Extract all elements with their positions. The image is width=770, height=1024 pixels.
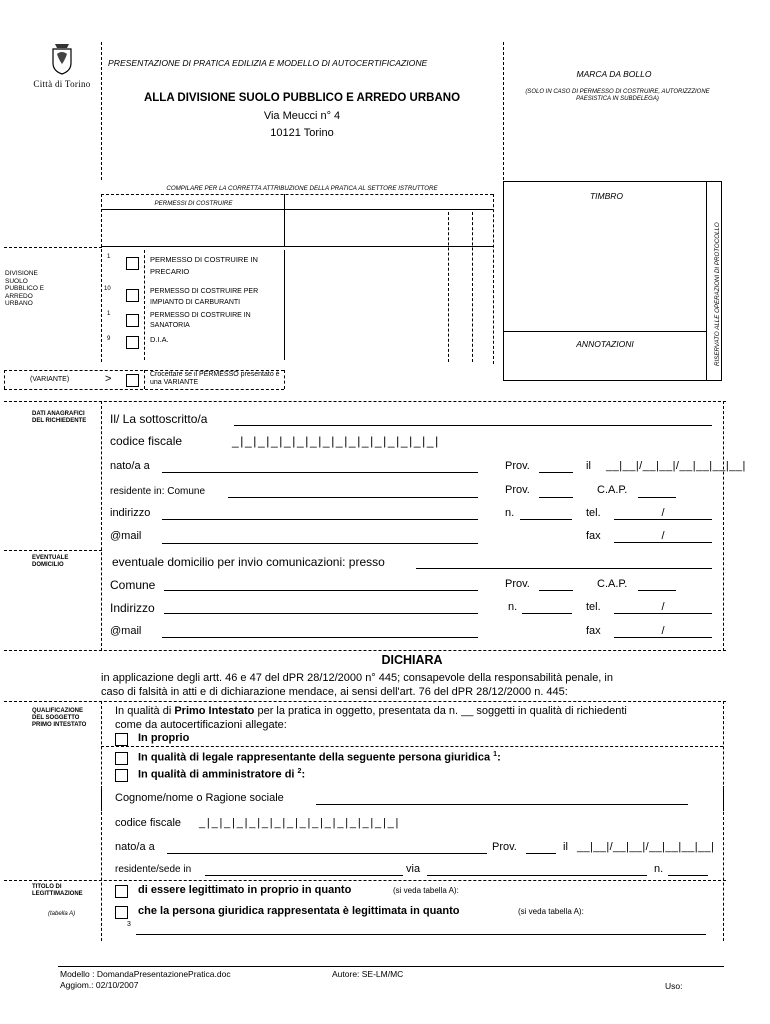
footer-author: Autore: SE-LM/MC xyxy=(332,969,404,979)
footnote-3: 3 xyxy=(127,921,131,928)
domicile-section-label: EVENTUALE DOMICILIO xyxy=(32,555,69,568)
qualification-line1-bold: Primo Intestato xyxy=(174,705,255,717)
logo-text: Città di Torino xyxy=(33,79,91,89)
domicile-comune-field[interactable] xyxy=(164,590,478,591)
q-number-field[interactable] xyxy=(668,875,708,876)
variante-checkbox[interactable] xyxy=(126,374,139,387)
domicile-number-label: n. xyxy=(508,601,518,613)
footer-updated: Aggiom.: 02/10/2007 xyxy=(60,980,139,990)
footnote-2: 2 xyxy=(297,768,302,775)
domicile-comune-label: Comune xyxy=(110,578,156,592)
option-amministratore[interactable] xyxy=(115,768,515,783)
domicile-fax-label: fax xyxy=(586,625,601,637)
tel-label: tel. xyxy=(586,507,601,519)
q-number-label: n. xyxy=(654,863,664,875)
q-via-field[interactable] xyxy=(427,875,647,876)
residence-label: residente in: Comune xyxy=(110,486,206,497)
division-label: DIVISIONE SUOLO PUBBLICO E ARREDO URBANO xyxy=(5,270,45,307)
q-date-label: il xyxy=(563,841,568,853)
option-persona-giuridica-note: (si veda tabella A): xyxy=(518,907,584,916)
residence-prov-label: Prov. xyxy=(505,484,530,496)
undersigned-label: Il/ La sottoscritto/a xyxy=(110,412,208,426)
city-logo xyxy=(20,42,104,92)
residence-prov-field[interactable] xyxy=(539,497,573,498)
address-label: indirizzo xyxy=(110,507,151,519)
option-persona-giuridica-label: che la persona giuridica rappresentata è legittimata in quanto xyxy=(138,905,460,917)
item-dia[interactable] xyxy=(104,334,284,350)
timbro-box xyxy=(503,181,722,381)
fax-field[interactable]: / xyxy=(614,530,712,543)
table-ref: (tabella A) xyxy=(48,911,76,917)
checkbox[interactable] xyxy=(126,257,139,270)
born-field[interactable] xyxy=(162,472,478,473)
presentation-title: PRESENTAZIONE DI PRATICA EDILIZIA E MODELLO DI AUTOCERTIFICAZIONE xyxy=(108,58,428,68)
domicile-number-field[interactable] xyxy=(522,613,572,614)
declaration-text-line1: in applicazione degli artt. 46 e 47 del dPR 28/12/2000 n° 445; consapevole della responsabilità penale, in xyxy=(101,672,613,684)
item-number: 1 xyxy=(107,254,111,260)
item-number: 9 xyxy=(107,336,111,342)
division-title: ALLA DIVISIONE SUOLO PUBBLICO E ARREDO URBANO xyxy=(143,92,461,104)
declaration-text-line2: caso di falsità in atti e di dichiarazione mendace, ai sensi dell'art. 76 del dPR 28/12/2000 n. 445: xyxy=(101,686,568,698)
item-label: PERMESSO DI COSTRUIRE IN PRECARIO xyxy=(150,255,258,276)
domicile-email-field[interactable] xyxy=(162,637,478,638)
checkbox[interactable] xyxy=(126,314,139,327)
coat-of-arms-icon xyxy=(20,42,104,76)
legitimation-section-label: TITOLO DI LEGITTIMAZIONE xyxy=(32,884,83,897)
cognome-field[interactable] xyxy=(316,804,688,805)
address-field[interactable] xyxy=(162,519,478,520)
qualification-line2: come da autocertificazioni allegate: xyxy=(115,719,287,731)
qualification-section-label: QUALIFICAZIONE DEL SOGGETTO PRIMO INTESTATO xyxy=(32,708,87,728)
born-label: nato/a a xyxy=(110,460,150,472)
q-residence-field[interactable] xyxy=(205,875,403,876)
checkbox[interactable] xyxy=(115,752,128,765)
variante-label: (VARIANTE) xyxy=(30,376,70,383)
legitimation-field[interactable] xyxy=(136,934,706,935)
option-amministratore-colon: : xyxy=(301,768,306,781)
codice-fiscale-field[interactable]: _|_|_|_|_|_|_|_|_|_|_|_|_|_|_|_| xyxy=(232,434,440,448)
option-legittimato[interactable] xyxy=(115,884,615,899)
option-amministratore-text: In qualità di amministratore di xyxy=(138,768,295,781)
q-residence-label: residente/sede in xyxy=(115,864,192,875)
option-persona-giuridica[interactable] xyxy=(115,905,715,920)
item-label: PERMESSO DI COSTRUIRE PER IMPIANTO DI CARBURANTI xyxy=(150,288,259,306)
qualification-line1 xyxy=(115,705,627,717)
domicile-prov-label: Prov. xyxy=(505,578,530,590)
domicile-fax-field[interactable]: / xyxy=(614,625,712,638)
annotazioni-label: ANNOTAZIONI xyxy=(576,339,634,349)
address-number-field[interactable] xyxy=(520,519,572,520)
checkbox[interactable] xyxy=(115,769,128,782)
footer-use: Uso: xyxy=(665,981,683,991)
born-prov-field[interactable] xyxy=(539,472,573,473)
fax-label: fax xyxy=(586,530,601,542)
q-prov-field[interactable] xyxy=(526,853,556,854)
born-date-field[interactable]: __|__|/__|__|/__|__|__|__| xyxy=(606,460,746,472)
item-sanatoria[interactable] xyxy=(104,311,284,333)
revenue-stamp-label: MARCA DA BOLLO xyxy=(576,69,652,79)
domicile-cap-label: C.A.P. xyxy=(597,578,628,590)
domicile-email-label: @mail xyxy=(110,625,142,637)
item-number: 10 xyxy=(104,286,111,292)
protocol-label: RISERVATO ALLE OPERAZIONI DI PROTOCOLLO xyxy=(714,222,721,366)
email-label: @mail xyxy=(110,530,142,542)
office-street: Via Meucci n° 4 xyxy=(263,110,341,122)
option-legale-text: In qualità di legale rappresentante della seguente persona giuridica xyxy=(138,751,491,764)
domicile-prov-field[interactable] xyxy=(539,590,573,591)
checkbox[interactable] xyxy=(126,289,139,302)
q-via-label: via xyxy=(406,863,421,875)
cognome-label: Cognome/nome o Ragione sociale xyxy=(115,792,284,804)
email-field[interactable] xyxy=(162,543,478,544)
permessi-label: PERMESSI DI COSTRUIRE xyxy=(154,200,233,207)
born-prov-label: Prov. xyxy=(505,460,530,472)
applicant-section-label: DATI ANAGRAFICI DEL RICHIEDENTE xyxy=(32,411,87,424)
domicile-tel-label: tel. xyxy=(586,601,601,613)
checkbox[interactable] xyxy=(115,733,128,746)
checkbox[interactable] xyxy=(115,906,128,919)
tel-field[interactable]: / xyxy=(614,507,712,520)
qualification-line1-pre: In qualità di xyxy=(115,705,175,717)
variante-arrow: > xyxy=(105,373,112,385)
item-label: PERMESSO DI COSTRUIRE IN SANATORIA xyxy=(150,312,251,329)
q-prov-label: Prov. xyxy=(492,841,517,853)
item-number: 1 xyxy=(107,311,111,317)
variante-note: Crocettare se il PERMESSO presentato è una VARIANTE xyxy=(150,371,280,386)
item-precario[interactable] xyxy=(104,254,284,278)
option-proprio-label: In proprio xyxy=(138,732,190,744)
item-label: D.I.A. xyxy=(150,335,169,344)
codice-fiscale-label: codice fiscale xyxy=(110,434,183,448)
domicile-presso-field[interactable] xyxy=(416,568,712,569)
option-legale-colon: : xyxy=(497,751,501,764)
option-proprio[interactable] xyxy=(115,732,415,746)
option-legittimato-note: (si veda tabella A): xyxy=(393,886,459,895)
option-legittimato-label: di essere legittimato in proprio in quanto xyxy=(138,884,352,896)
undersigned-field[interactable] xyxy=(234,425,712,426)
revenue-stamp-note: (SOLO IN CASO DI PERMESSO DI COSTRUIRE, AUTORIZZZIONE PAESISTICA IN SUBDELEGA) xyxy=(525,89,710,102)
option-legale-label xyxy=(138,751,501,764)
office-city: 10121 Torino xyxy=(270,127,334,139)
born-date-label: il xyxy=(586,460,591,472)
residence-cap-field[interactable] xyxy=(638,497,676,498)
timbro-label: TIMBRO xyxy=(589,191,624,201)
q-codice-fiscale-field[interactable]: _|_|_|_|_|_|_|_|_|_|_|_|_|_|_|_| xyxy=(199,817,401,829)
domicile-address-field[interactable] xyxy=(164,613,478,614)
qualification-line1-post: per la pratica in oggetto, presentata da n. __ soggetti in qualità di richiedenti xyxy=(254,705,627,717)
q-codice-fiscale-label: codice fiscale xyxy=(115,817,182,829)
domicile-address-label: Indirizzo xyxy=(110,601,155,615)
domicile-tel-field[interactable]: / xyxy=(614,601,712,614)
residence-field[interactable] xyxy=(228,497,478,498)
footer-model: Modello : DomandaPresentazionePratica.doc xyxy=(60,969,231,979)
address-number-label: n. xyxy=(505,507,515,519)
residence-cap-label: C.A.P. xyxy=(597,484,628,496)
option-amministratore-label xyxy=(138,768,305,781)
q-born-field[interactable] xyxy=(167,853,487,854)
footnote-1: 1 xyxy=(493,751,498,758)
checkbox[interactable] xyxy=(115,885,128,898)
declaration-title: DICHIARA xyxy=(381,653,443,667)
assignment-instruction: COMPILARE PER LA CORRETTA ATTRIBUZIONE DELLA PRATICA AL SETTORE ISTRUTTORE xyxy=(166,185,438,192)
checkbox[interactable] xyxy=(126,336,139,349)
domicile-intro: eventuale domicilio per invio comunicazioni: presso xyxy=(112,555,385,569)
domicile-cap-field[interactable] xyxy=(638,590,676,591)
option-legale[interactable] xyxy=(115,751,615,766)
item-carburanti[interactable] xyxy=(104,286,284,310)
q-date-field[interactable]: __|__|/__|__|/__|__|__|__| xyxy=(577,841,715,853)
q-born-label: nato/a a xyxy=(115,841,155,853)
